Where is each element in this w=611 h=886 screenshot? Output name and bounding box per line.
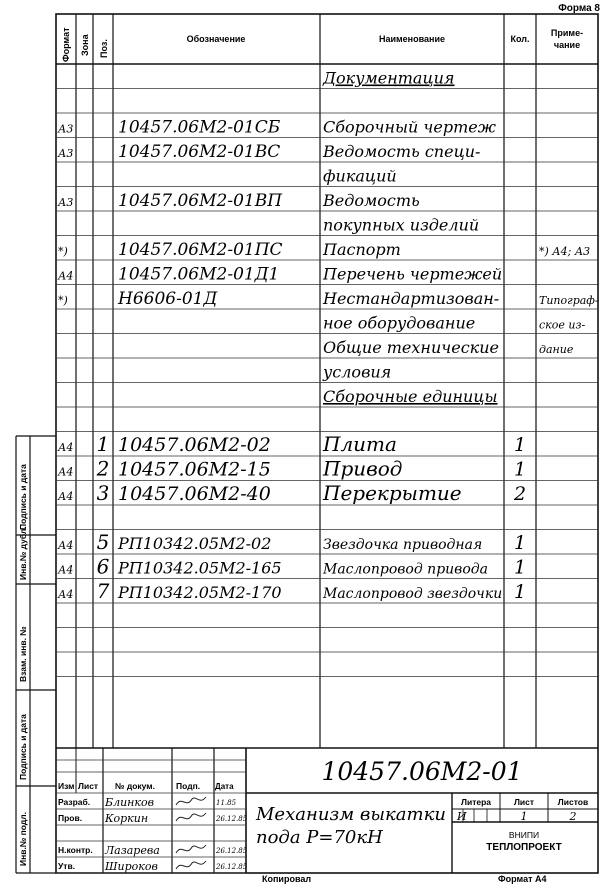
table-row — [323, 216, 479, 235]
table-row — [323, 387, 498, 406]
stamp-person: Блинков — [105, 796, 155, 809]
cell-format: А4 — [58, 539, 74, 552]
stamp-sheet-value: 1 — [520, 810, 528, 823]
cell-format: А4 — [58, 465, 74, 479]
side-label-inv-podl: Инв.№ подл. — [18, 811, 28, 866]
cell-format: А4 — [58, 588, 74, 601]
table-row — [57, 457, 526, 481]
form-label: Форма 8 — [558, 3, 600, 14]
side-label-inv-dubl: Инв.№ дубл. — [18, 526, 28, 580]
stamp-role-row — [58, 860, 248, 873]
stamp-litera-value: И — [457, 810, 467, 823]
cell-qty: 1 — [513, 434, 527, 456]
footer-format: Формат А4 — [498, 874, 547, 884]
table-row — [57, 530, 526, 554]
cell-format: А4 — [58, 441, 74, 454]
stamp-doc-number: 10457.06М2-01 — [321, 757, 523, 786]
cell-note: *) А4; А3 — [539, 245, 591, 258]
table-body — [57, 69, 599, 604]
cell-format: *) — [58, 245, 68, 258]
cell-pos: 3 — [96, 481, 110, 505]
table-row — [57, 432, 526, 456]
cell-qty: 1 — [513, 532, 527, 554]
cell-pos: 7 — [96, 579, 110, 603]
cell-name: Звездочка приводная — [323, 537, 483, 553]
cell-designation: 10457.06М2-01СБ — [118, 117, 281, 138]
cell-designation: Н6606-01Д — [118, 289, 218, 309]
stamp-org-line2: ТЕПЛОПРОЕКТ — [486, 842, 562, 853]
cell-name: Документация — [323, 68, 455, 88]
signature-mark — [176, 861, 206, 869]
table-row — [57, 142, 480, 162]
cell-designation: 10457.06М2-40 — [118, 483, 271, 505]
cell-name: Плита — [323, 432, 397, 456]
stamp-col-izm: Изм — [58, 781, 75, 791]
stamp-col-sign: Подп. — [176, 781, 201, 791]
stamp-role: Н.контр. — [58, 845, 93, 855]
cell-note: Типограф- — [539, 294, 599, 307]
stamp-role: Утв. — [58, 861, 76, 871]
cell-designation: РП10342.05М2-165 — [118, 558, 282, 578]
cell-qty: 1 — [513, 458, 527, 481]
signature-mark — [176, 797, 206, 805]
stamp-role: Разраб. — [58, 797, 91, 807]
stamp-role: Пров. — [58, 813, 83, 823]
cell-designation: 10457.06М2-15 — [118, 458, 271, 481]
stamp-roles — [58, 796, 248, 873]
stamp-title-line2: пода P=70кН — [256, 827, 383, 848]
side-labels — [18, 464, 28, 866]
stamp-date: 11.85 — [216, 799, 237, 807]
cell-name: Общие технические — [323, 338, 499, 357]
cell-name: Перечень чертежей — [323, 264, 503, 284]
header-format: Формат — [61, 27, 71, 62]
stamp-litera-label: Литера — [461, 797, 491, 807]
side-label-sign-date-1: Подпись и дата — [18, 464, 28, 530]
cell-qty: 1 — [513, 556, 527, 579]
cell-pos: 1 — [96, 432, 110, 456]
cell-name: Сборочный чертеж — [323, 117, 496, 137]
header-note-line2: чание — [553, 40, 581, 50]
stamp-title-line1: Механизм выкатки — [256, 804, 446, 825]
table-row — [322, 69, 455, 88]
cell-format: А4 — [58, 490, 74, 503]
table-row — [57, 191, 420, 211]
stamp-sheets-value: 2 — [569, 810, 577, 823]
cell-note: ское из- — [539, 318, 586, 332]
cell-name: Маслопровод звездочки — [323, 586, 503, 602]
stamp-date: 26.12.85 — [216, 863, 248, 871]
cell-designation: 10457.06М2-02 — [118, 434, 271, 456]
cell-name: условия — [323, 362, 392, 382]
cell-name: Нестандартизован- — [323, 289, 500, 308]
table-row — [58, 289, 599, 309]
cell-name: фикаций — [323, 166, 397, 186]
cell-format: А3 — [58, 122, 74, 136]
table-row — [57, 579, 526, 603]
cell-format: *) — [58, 294, 68, 307]
header-name: Наименование — [378, 34, 446, 44]
table-row — [323, 314, 585, 333]
signature-mark — [176, 813, 206, 821]
side-label-vzam-inv: Взам. инв. № — [18, 626, 28, 682]
stamp-person: Коркин — [105, 812, 149, 825]
cell-designation: РП10342.05М2-02 — [118, 534, 272, 553]
cell-designation: 10457.06М2-01ПС — [118, 240, 283, 260]
stamp-date: 26.12.85 — [216, 847, 248, 855]
cell-designation: 10457.06М2-01ВП — [118, 191, 283, 211]
header-pos: Поз. — [99, 39, 109, 58]
header-qty: Кол. — [510, 34, 530, 44]
cell-format: А4 — [58, 563, 74, 577]
cell-format: А4 — [58, 269, 74, 283]
stamp-col-list: Лист — [78, 781, 99, 791]
header-zone: Зона — [80, 34, 90, 56]
cell-note: дание — [539, 343, 574, 356]
stamp-date: 26.12.85 — [216, 815, 248, 823]
cell-designation: 10457.06М2-01Д1 — [118, 264, 280, 285]
stamp-col-date: Дата — [215, 782, 234, 791]
cell-name: Ведомость специ- — [323, 142, 481, 161]
table-row — [57, 481, 526, 505]
stamp-person: Широков — [105, 860, 158, 873]
cell-pos: 2 — [96, 456, 110, 481]
cell-name: ное оборудование — [323, 313, 476, 333]
stamp-role-row — [58, 796, 237, 809]
side-label-sign-date-2: Подпись и дата — [18, 714, 28, 780]
cell-pos: 6 — [96, 554, 110, 579]
cell-qty: 1 — [513, 581, 527, 603]
cell-name: Сборочные единицы — [323, 387, 498, 406]
stamp-sheet-label: Лист — [513, 797, 535, 807]
table-row — [57, 118, 497, 138]
header-designation: Обозначение — [186, 34, 246, 44]
stamp-role-row — [58, 844, 248, 857]
cell-name: Паспорт — [323, 240, 401, 259]
header-note-line1: Приме- — [550, 28, 584, 38]
table-row — [323, 167, 397, 186]
signature-mark — [176, 845, 206, 853]
stamp-person: Лазарева — [105, 844, 160, 857]
stamp-sheets-label: Листов — [557, 797, 589, 807]
cell-name: Ведомость — [323, 191, 420, 210]
cell-designation: РП10342.05М2-170 — [118, 583, 282, 602]
stamp-col-docnum: № докум. — [115, 781, 155, 791]
cell-name: покупных изделий — [323, 215, 480, 235]
cell-qty: 2 — [513, 483, 527, 505]
cell-format: А3 — [58, 147, 74, 160]
cell-name: Маслопровод привода — [323, 561, 488, 578]
table-row — [58, 240, 590, 260]
cell-designation: 10457.06М2-01ВС — [118, 142, 281, 162]
stamp-org-line1: ВНИПИ — [508, 830, 540, 840]
footer-copied: Копировал — [262, 874, 312, 884]
cell-pos: 5 — [96, 530, 110, 554]
table-row — [322, 363, 391, 382]
stamp-role-row — [58, 812, 248, 825]
table-row — [57, 265, 502, 285]
cell-name: Привод — [323, 456, 403, 481]
table-header — [61, 27, 583, 62]
table-row — [57, 555, 526, 579]
cell-format: А3 — [58, 196, 74, 209]
cell-name: Перекрытие — [323, 481, 462, 505]
